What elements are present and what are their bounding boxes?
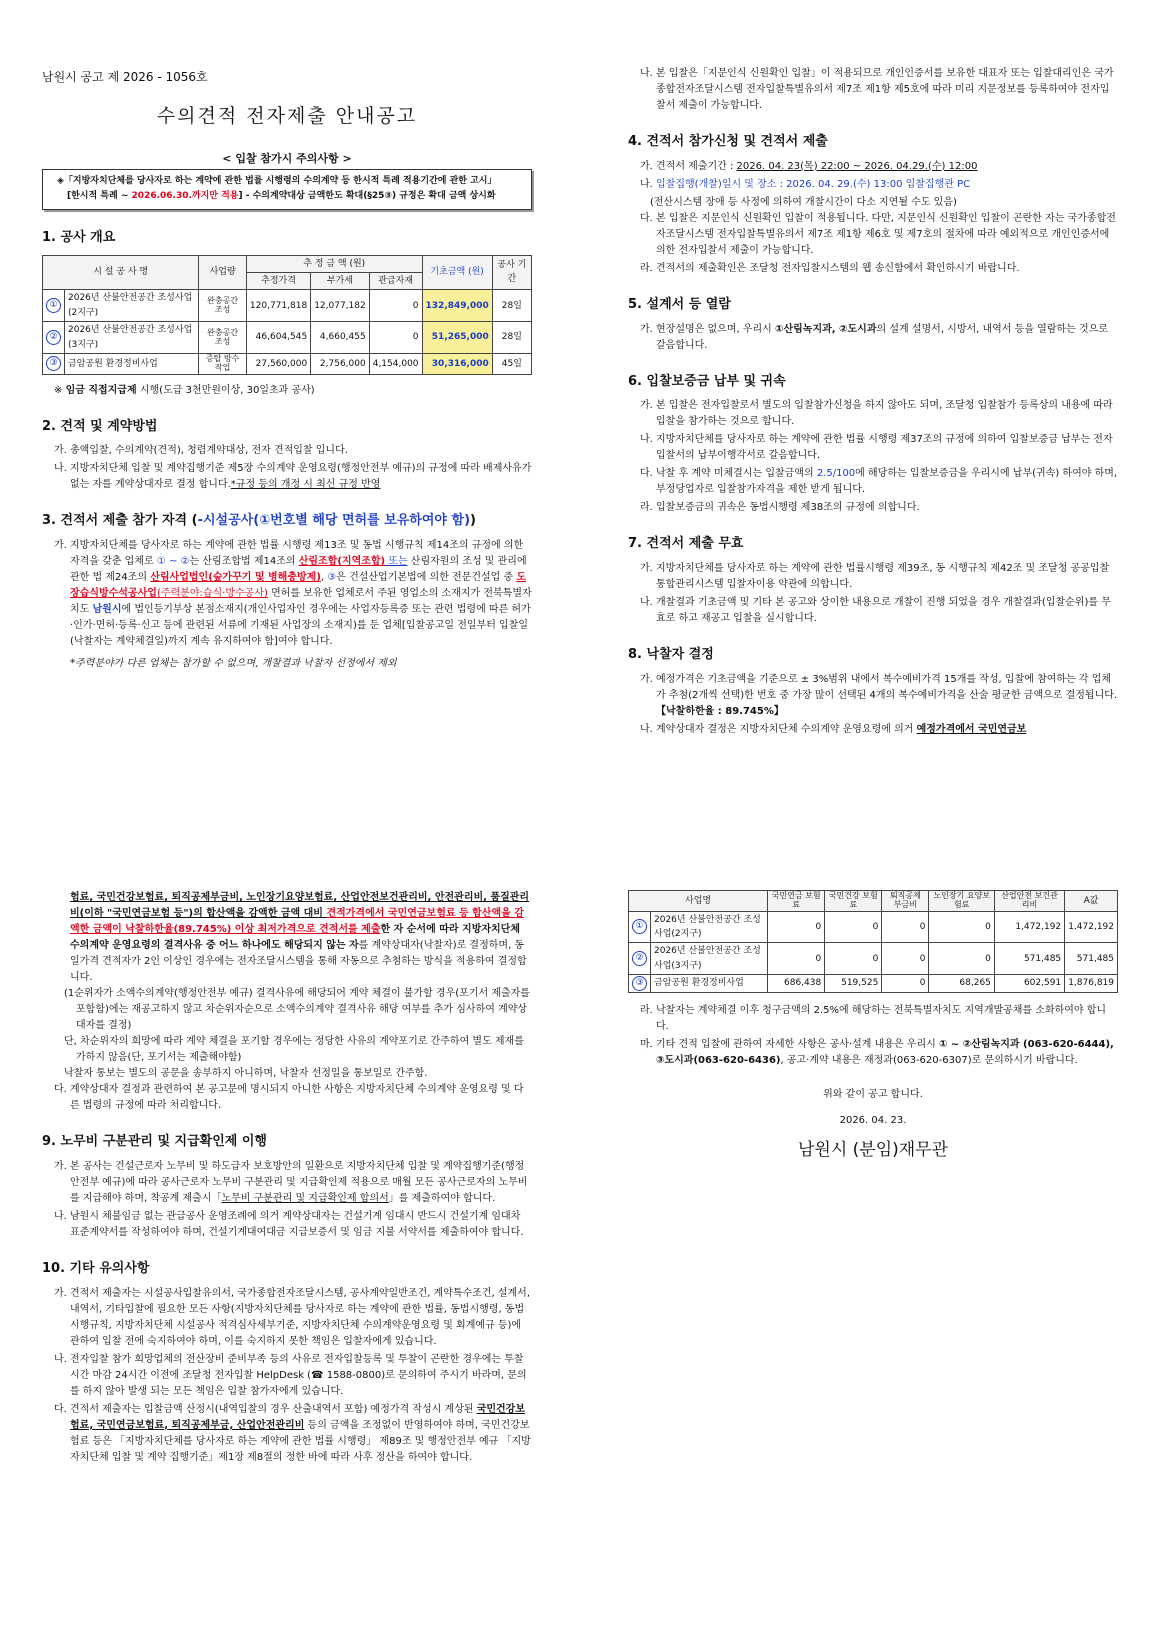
row-number: ③ [46,356,61,371]
col-name: 시 설 공 사 명 [43,255,199,290]
ins-col-health: 국민건강 보험료 [825,891,882,912]
row-base: 132,849,000 [422,290,492,322]
s3-blue: ① ~ ② [156,556,190,568]
s3-text: 에 법인등기부상 본점소재지(개인사업자인 경우에는 사업자등록증 또는 관련 법령에 따른 허가·인가·면허·등록·신고 등에 관련된 서류에 기재된 사업장의 소재지)를 둔 업체[입찰공고일 전일부터 입찰일(낙찰자는 계약체결일)까지 계속 유지하여야 함]여야 합니다. [70,604,531,648]
ma-text: 마. 기타 견적 입찰에 관하여 자세한 사항은 공사·설계 내용은 우리시 [640,1039,939,1051]
s8-paren-1: (1순위자가 소액수의계약(행정안전부 예규) 결격사유에 해당되어 계약 체결이 불가할 경우(포기서 제출자를 포함함)에는 재공고하지 않고 차순위자순으로 소액수의계약 결격사유 해당 여부를 추가 심사하여 계약상대자를 결정) [64,988,530,1031]
s8-rate: 【낙찰하한율 : 89.745%】 [656,705,784,717]
ins-col-care: 노인장기 요양보험료 [929,891,994,912]
row-name: 2026년 산불안전공간 조성사업(3지구) [65,322,199,354]
row-base: 30,316,000 [422,353,492,374]
row-name: 2026년 산불안전공간 조성사업(2지구) [651,911,768,943]
s2-item-na [42,461,532,493]
s3-text: 면허를 보유한 업체로서 주된 영업소의 소재지가 전북특별자치도 [70,588,532,616]
s5-text: 의 설계 설명서, 시방서, 내역서 등을 열람하는 것으로 갈음합니다. [656,323,1108,351]
s7-item-ga: 가. 지방자치단체를 당사자로 하는 계약에 관한 법률시행령 제39조, 동 시행규칙 제42조 및 조달청 공공입찰 통합관리시스템 입찰자이용 약관에 의합니다. [640,563,1110,591]
row-safety: 1,472,192 [994,911,1064,943]
s8-item-ma [628,1037,1118,1069]
caution-deadline: 2026.06.30.까지만 적용 [131,191,239,202]
row-period: 28일 [492,322,531,354]
row-number: ① [46,298,61,313]
row-name: 2026년 산불안전공간 조성사업(2지구) [65,290,199,322]
row-safety: 602,591 [994,975,1064,993]
row-base: 51,265,000 [422,322,492,354]
row-health: 0 [825,943,882,975]
s3-blue: ③ [327,572,337,584]
closing-date: 2026. 04. 23. [839,1115,907,1127]
s10-text: 등의 금액을 조정없이 반영하여야 하며, 국민건강보험료 등은 「지방자치단체를 당사자로 하는 계약에 관한 법률 시행령」 제89조 및 행정안전부 예규 「지방자치단체 입찰 및 계약 집행기준」제1장 제8절의 정한 바에 따라 사후 정산을 하여야 합니다. [70,1419,531,1463]
s2-na-note: *규정 등의 개정 시 최신 규정 반영 [230,479,381,491]
row-name: 2026년 산불안전공간 조성사업(3지구) [651,943,768,975]
note-bold: 임금 직접지급제 [65,384,137,396]
s9-item-ga [42,1159,532,1207]
section-9-heading: 9. 노무비 구분관리 및 지급확인제 이행 [42,1134,267,1149]
right-top-column [628,62,1118,740]
s2-na-text: 나. 지방자치단체 입찰 및 계약집행기준 제5장 수의계약 운영요령(행정안전부 예규)의 규정에 따라 배제사유가 없는 자를 계약상대자로 결정 합니다. [54,463,532,491]
row-care: 0 [929,943,994,975]
s6-text: 에 해당하는 입찰보증금을 우리시에 납부(귀속) 하여야 하며, 부정당업자로 입찰참가자격을 제한 받게 됩니다. [656,468,1118,496]
row-est: 27,560,000 [246,353,310,374]
row-health: 0 [825,911,882,943]
s9-text: 」를 제출하여야 합니다. [388,1192,496,1204]
note-mark: ※ [54,384,66,396]
s3-text: 은 건설산업기본법에 의한 전문건설업 중 [336,572,517,584]
s3-red: 도장습식방수석공사업 [70,572,527,600]
caution-title: < 입찰 참가시 주의사항 > [222,151,352,165]
row-pension: 686,438 [768,975,825,993]
caution-text: [한시적 특례 ~ [67,191,132,202]
s3-red: (주력분야:습식·방수공사) [156,588,268,600]
s3-text: 는 산림조합법 제14조의 [189,556,299,568]
s3-item-na: 나. 본 입찰은「지문인식 신원확인 입찰」이 적용되므로 개인인증서를 보유한 대표자 또는 입찰대리인은 국가종합전자조달시스템 전자입찰특별유의서 제7조 제1항 제5호에 따라 미리 지문정보를 등록하여야 전자입찰서 제출이 가능합니다. [640,68,1114,111]
s3-blue: 남원시 [92,604,122,616]
s8-underline: 예정가격에서 국민연금보 [916,723,1027,735]
row-material: 0 [369,290,422,322]
s3-red: 산림사업법인(숲가꾸기 및 병해충방제) [150,572,321,584]
wage-note [54,383,532,399]
s8-text: 가. 예정가격은 기초금액을 기준으로 ± 3%범위 내에서 복수예비가격 15개를 작성, 입찰에 참여하는 각 업체가 추첨(2개씩 선택)한 번호 중 가장 많이 선택된 4개의 복수예비가격을 산술 평균한 금액으로 결정됩니다. [640,673,1118,701]
s10-text: 다. 견적서 제출자는 입찰금액 산정시(내역입찰의 경우 산출내역서 포함) 예정가격 작성시 계상된 [54,1403,477,1415]
section-10-heading: 10. 기타 유의사항 [42,1260,150,1276]
row-pension: 0 [768,911,825,943]
s8-item-na [628,722,1118,738]
table-row [629,975,1118,993]
s5-depts: ①산림녹지과, ②도시과 [775,323,877,335]
section-4-heading: 4. 견적서 참가신청 및 견적서 제출 [628,134,828,149]
row-period: 45일 [492,353,531,374]
s8-cont-bold: 한 자 순서에 따라 지방자치단체 수의계약 운영요령의 결격사유 중 어느 하나에도 해당되지 않는 자 [70,924,520,951]
row-vat: 4,660,455 [311,322,370,354]
s4-period: 2026. 04. 23(목) 22:00 ~ 2026. 04.29.(수) 12:00 [736,160,978,172]
section-8-heading: 8. 낙찰자 결정 [628,647,714,663]
section-6-heading: 6. 입찰보증금 납부 및 귀속 [628,373,786,389]
ins-col-name: 사업명 [629,891,768,912]
section-3-heading: 3. 견적서 제출 참가 자격 (-시설공사(①번호별 해당 면허를 보유하여야 함)) [42,513,476,529]
s8-item-ga [628,672,1118,720]
row-a: 571,485 [1065,943,1118,975]
ma-text: , 공고·계약 내용은 재정과(063-620-6307)로 문의하시기 바랍니다. [780,1055,1078,1067]
section-5-heading: 5. 설계서 등 열람 [628,296,731,312]
caution-line-1: ◈「지방자치단체를 당사자로 하는 계약에 관한 법률 시행령의 수의계약 등 한시적 특례 적용기간에 관한 고시」 [57,176,497,187]
s8-paren-3: 낙찰자 통보는 별도의 공문을 송부하지 아니하며, 낙찰자 선정일을 통보일로 간주함. [64,1068,428,1079]
s3-red: 산림조합(지역조합) [298,556,386,568]
s7-item-na: 나. 개찰결과 기초금액 및 기타 본 공고와 상이한 내용으로 개찰이 진행 되었을 경우 개찰결과(입찰순위)를 무효로 하고 재공고 입찰을 실시합니다. [640,597,1111,625]
s6-item-na: 나. 지방자치단체를 당사자로 하는 계약에 관한 법률 시행령 제37조의 규정에 의하여 입찰보증금 납부는 전자입찰서의 납부이행각서로 갈음합니다. [640,434,1113,462]
s8-cont-underline: 험료, 국민건강보험료, 퇴직공제부금비, 노인장기요양보험료, 산업안전보건관리비, 안전관리비, 품질관리비(이하 "국민연금보험 등")의 합산액을 감액한 금액 대비 [70,892,530,919]
table-row [43,322,532,354]
row-vat: 2,756,000 [311,353,370,374]
row-vat: 12,077,182 [311,290,370,322]
section-7-heading: 7. 견적서 제출 무효 [628,536,744,552]
s9-agreement: 노무비 구분관리 및 지급확인제 합의서 [221,1192,389,1204]
col-est: 추 정 금 액 (원) [246,255,422,272]
s8-cont-text: 를 계약상대자(낙찰자)로 결정하며, 동일가격 견적자가 2인 이상인 경우에는 전자조달시스템을 통해 자동으로 추첨하는 방식을 적용하여 결정합니다. [70,940,527,983]
row-biz: 증탑 방수작업 [199,353,247,374]
s8-text: 나. 계약상대자 결정은 지방자치단체 수의계약 운영요령에 의거 [640,723,917,735]
s6-rate: 2.5/100 [816,468,856,480]
s2-item-ga: 가. 총액입찰, 수의계약(견적), 청렴계약대상, 전자 견적입찰 입니다. [54,445,348,457]
row-retire: 0 [882,943,929,975]
handwritten-note: *주력분야가 다른 업체는 참가할 수 없으며, 개찰결과 낙찰자 선정에서 제외 [70,658,397,670]
row-est: 46,604,545 [246,322,310,354]
table-row [43,290,532,322]
row-biz: 완충공간 조성 [199,290,247,322]
col-base: 기초금액 (원) [422,255,492,290]
row-number: ② [46,330,61,345]
col-material: 관급자재 [369,272,422,289]
s4-item-ra: 라. 견적서의 제출확인은 조달청 전자입찰시스템의 웹 송신함에서 확인하시기 바랍니다. [640,262,1020,274]
row-number: ② [632,951,647,966]
s10-item-na: 나. 전자입찰 참가 희망업체의 전산장비 준비부족 등의 사유로 전자입찰등록 및 투찰이 곤란한 경우에는 투찰시간 마감 24시간 이전에 조달청 전자입찰 HelpDesk (☎ 1588-0800)로 문의하여 주시기 바라며, 문의를 하지 않아 발생 되는 모든 책임은 입찰 참가자에게 있습니다. [54,1353,527,1397]
note-text: 시행(도급 3천만원이상, 30일초과 공사) [136,384,315,396]
s3-heading-text: 3. 견적서 제출 참가 자격 ( [42,513,198,529]
row-name: 금암공원 환경정비사업 [65,353,199,374]
row-material: 0 [369,322,422,354]
row-est: 120,771,818 [246,290,310,322]
s8-continuation [42,890,532,986]
s8-cont-red: 견적가격에서 국민연금보험료 등 합산액을 감액한 금액이 낙찰하한율(89.745%) 이상 최저가격으로 견적서를 제출 [70,908,524,935]
s3-blue: 또는 [385,556,408,568]
s6-text: 다. 낙찰 후 계약 미체결시는 입찰금액의 [640,468,817,480]
col-biz: 사업량 [199,255,247,290]
row-a: 1,876,819 [1065,975,1118,993]
s4-text: 가. 견적서 제출기간 : [640,160,737,172]
ins-col-retire: 퇴직공제 부금비 [882,891,929,912]
left-top-column [42,62,532,672]
ins-col-a: A값 [1065,891,1118,912]
s9-text: 가. 본 공사는 건설근로자 노무비 및 하도급자 보호방안의 일환으로 지방자치단체 입찰 및 계약집행기준(행정안전부 예규)에 따라 공사근로자 노무비 구분관리 및 지급확인제 적용으로 매월 모든 공사근로자의 노무비를 지급해야 하며, 착공계 제출시「 [54,1160,528,1204]
row-material: 4,154,000 [369,353,422,374]
section-1-heading: 1. 공사 개요 [42,229,116,245]
s3-heading-blue: -시설공사(①번호별 해당 면허를 보유하여야 함) [197,513,471,529]
s4-item-na [628,177,1118,193]
s5-item-ga [628,322,1118,354]
caution-box [42,169,532,210]
s3-item-ga [42,538,532,650]
section-2-heading: 2. 견적 및 계약방법 [42,418,158,434]
row-pension: 0 [768,943,825,975]
table-row [629,943,1118,975]
row-health: 519,525 [825,975,882,993]
s4-na-note: (전산시스템 장애 등 사정에 의하여 개찰시간이 다소 지연될 수도 있음) [650,196,957,208]
col-vat: 부가세 [311,272,370,289]
caution-line-2 [57,189,523,204]
row-period: 28일 [492,290,531,322]
ma-contacts: ① ~ ②산림녹지과 (063-620-6444), ③도시과(063-620-6436) [656,1039,1114,1067]
insurance-table [628,890,1118,993]
s8-item-da: 다. 계약상대자 결정과 관련하여 본 공고문에 명시되지 아니한 사항은 지방자치단체 수의계약 운영요령 및 다른 법령의 규정에 따라 처리합니다. [54,1084,524,1111]
row-care: 68,265 [929,975,994,993]
s10-item-ga: 가. 견적서 제출자는 시설공사입찰유의서, 국가종합전자조달시스템, 공사계약일반조건, 계약특수조건, 설계서, 내역서, 기타입찰에 필요한 모든 사항(지방자치단체를 당사자로 하는 계약에 관한 법률, 동법시행령, 동법시행규칙, 지방자치단체 시설공사 적격심사세부기준, 지방자치단체 수의계약운영요령 및 회계예규 등)에 관하여 입찰 전에 숙지하여야 하며, 이를 숙지하지 못한 책임은 입찰자에게 있습니다. [54,1287,531,1347]
row-retire: 0 [882,975,929,993]
col-period: 공사 기간 [492,255,531,290]
left-bottom-column [42,890,532,1468]
closing-text: 위와 같이 공고 합니다. [823,1089,923,1101]
table-row [43,353,532,374]
row-number: ③ [632,976,647,991]
s8-item-ra: 라. 낙찰자는 계약체결 이후 청구금액의 2.5%에 해당하는 전북특별자치도 지역개발공채를 소화하여야 합니다. [640,1005,1107,1033]
s5-text: 가. 현장설명은 없으며, 우리시 [640,323,775,335]
s6-item-ra: 라. 입찰보증금의 귀속은 동법시행령 제38조의 규정에 의합니다. [640,502,920,514]
signer: 남원시 (분임)재무관 [797,1140,949,1161]
ins-col-safety: 산업안전 보건관리비 [994,891,1064,912]
s4-item-ga [628,159,1118,175]
row-safety: 571,485 [994,943,1064,975]
caution-text: ] - 수의계약대상 금액한도 확대(§25③) 규정은 확대 금액 상시화 [238,191,496,202]
project-table [42,255,532,375]
row-name: 금암공원 환경정비사업 [651,975,768,993]
right-bottom-column [628,890,1118,1164]
s6-item-ga: 가. 본 입찰은 전자입찰로서 별도의 입찰참가신청을 하지 않아도 되며, 조달청 입찰참가 등록상의 내용에 따라 입찰을 참가하는 것으로 합니다. [640,400,1113,428]
ins-col-pension: 국민연금 보험료 [768,891,825,912]
s6-item-da [628,466,1118,498]
s3-text: , [320,572,328,584]
s3-text: 가. 지방자치단체를 당사자로 하는 계약에 관한 법률 시행령 제13조 및 동법 시행규칙 제14조의 규정에 의한 자격을 갖춘 업체로 [54,540,524,568]
s4-item-da: 다. 본 입찰은 지문인식 신원확인 입찰이 적용됩니다. 다만, 지문인식 신원확인 입찰이 곤란한 자는 국가종합전자조달시스템 전자입찰특별유의서 제7조 제1항 제6호 및 제7호의 절차에 따라 예외적으로 개인인증서에 의한 전자입찰서 제출이 가능합니다. [640,212,1116,256]
row-a: 1,472,192 [1065,911,1118,943]
row-care: 0 [929,911,994,943]
page-title: 수의견적 전자제출 안내공고 [156,105,418,128]
s10-underline: 국민건강보험료, 국민연금보험료, 퇴직공제부금, 산업안전관리비 [70,1403,525,1431]
table-row [629,911,1118,943]
notice-number: 남원시 공고 제 2026 - 1056호 [42,70,208,84]
row-retire: 0 [882,911,929,943]
s10-item-da [42,1402,532,1466]
s4-opening: 입찰집행(개찰)일시 및 장소 : 2026. 04. 29.(수) 13:00 입찰집행관 PC [656,178,971,190]
s9-item-na: 나. 남원시 체불임금 없는 관급공사 운영조례에 의거 계약상대자는 건설기계 임대시 반드시 건설기계 임대차 표준계약서를 작성하여야 하며, 건설기계대여대금 지급보증서 및 임금 지불 서약서를 제출하여야 합니다. [54,1210,524,1238]
row-number: ① [632,919,647,934]
col-est-price: 추정가격 [246,272,310,289]
s3-text: 산림자원의 조성 및 관리에 관한 법 제24조의 [70,556,527,584]
s8-paren-2: 단, 차순위자의 희망에 따라 계약 체결을 포기할 경우에는 정당한 사유의 계약포기로 간주하여 별도 제재를 가하지 않음(단, 포기서는 제출해야함) [64,1036,524,1063]
s4-text: 나. [640,178,657,190]
row-biz: 완충공간 조성 [199,322,247,354]
